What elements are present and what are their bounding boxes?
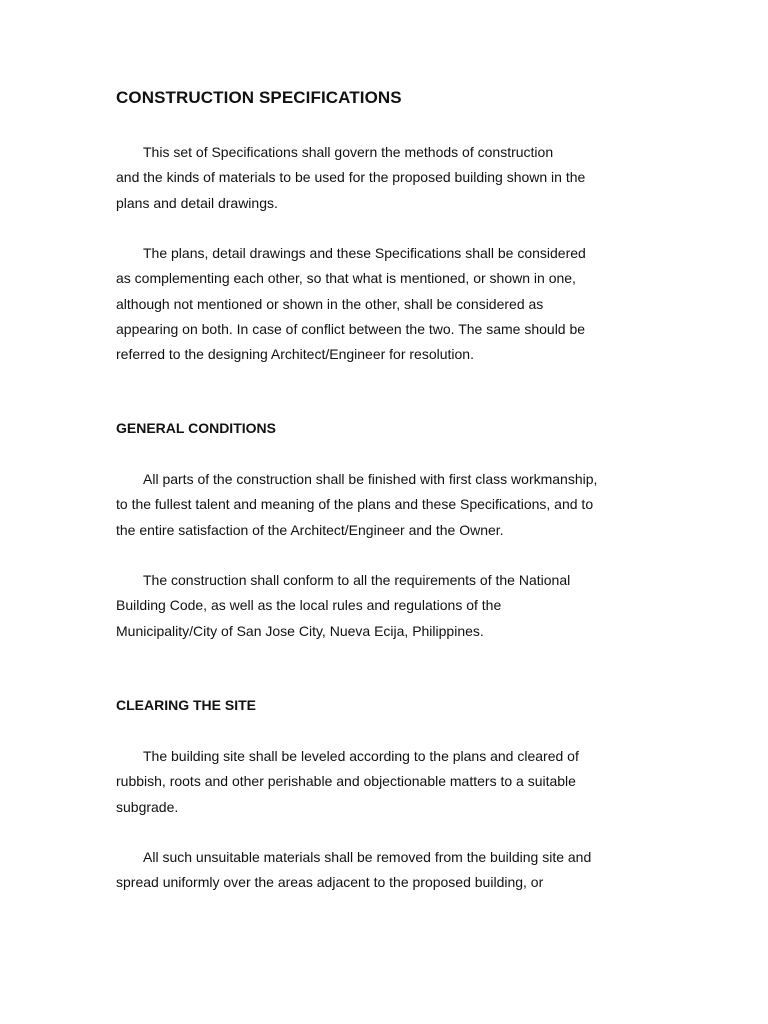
paragraph-line: The plans, detail drawings and these Specifications shall be considered xyxy=(143,245,586,261)
paragraph-line: plans and detail drawings. xyxy=(116,194,278,211)
paragraph-line: as complementing each other, so that what is mentioned, or shown in one, xyxy=(116,270,576,287)
section-paragraph xyxy=(116,744,656,820)
document-title: CONSTRUCTION SPECIFICATIONS xyxy=(116,88,402,107)
section-heading-clearing-the-site: CLEARING THE SITE xyxy=(116,697,257,713)
paragraph-line: This set of Specifications shall govern the methods of construction xyxy=(143,144,554,160)
paragraph-line: the entire satisfaction of the Architect/Engineer and the Owner. xyxy=(116,521,504,538)
intro-paragraph xyxy=(116,140,656,216)
paragraph-line: to the fullest talent and meaning of the plans and these Specifications, and to xyxy=(116,496,594,513)
section-heading-general-conditions: GENERAL CONDITIONS xyxy=(116,420,276,436)
paragraph-line: and the kinds of materials to be used for the proposed building shown in the xyxy=(116,169,586,186)
paragraph-line: All such unsuitable materials shall be removed from the building site and xyxy=(143,849,592,865)
paragraph-line: referred to the designing Architect/Engineer for resolution. xyxy=(116,346,474,363)
section-paragraph xyxy=(116,568,656,644)
paragraph-line: The building site shall be leveled according to the plans and cleared of xyxy=(143,748,579,764)
paragraph-line: spread uniformly over the areas adjacent to the proposed building, or xyxy=(116,874,544,891)
paragraph-line: although not mentioned or shown in the other, shall be considered as xyxy=(116,295,544,312)
paragraph-line: appearing on both. In case of conflict between the two. The same should be xyxy=(116,320,586,337)
paragraph-line: rubbish, roots and other perishable and objectionable matters to a suitable xyxy=(116,773,576,790)
paragraph-line: All parts of the construction shall be finished with first class workmanship, xyxy=(143,471,598,487)
paragraph-line: Building Code, as well as the local rules and regulations of the xyxy=(116,597,502,614)
paragraph-line: subgrade. xyxy=(116,798,179,815)
paragraph-line: Municipality/City of San Jose City, Nueva Ecija, Philippines. xyxy=(116,622,484,639)
paragraph-line: The construction shall conform to all the requirements of the National xyxy=(143,572,571,588)
section-paragraph xyxy=(116,467,656,543)
intro-paragraph xyxy=(116,241,656,367)
section-paragraph xyxy=(116,845,656,896)
